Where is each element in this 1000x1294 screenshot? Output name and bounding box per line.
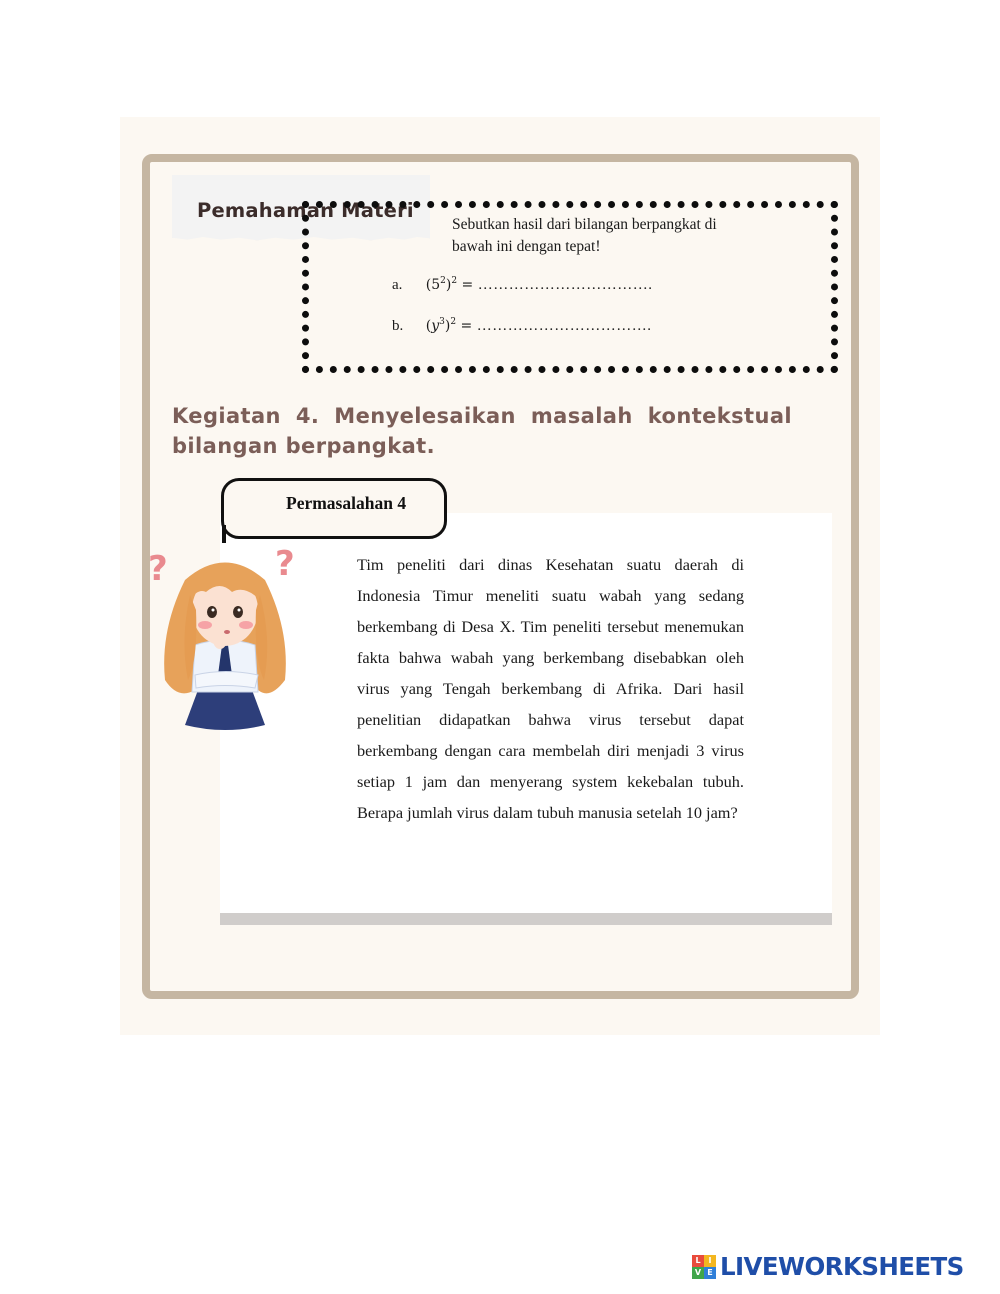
answer-blank[interactable]: ……………………………. (477, 277, 653, 293)
logo-mark-icon: L I V E (692, 1255, 716, 1279)
power-expression: $(5^2)^2$ = (425, 276, 478, 293)
liveworksheets-logo (692, 1252, 964, 1281)
question-mark-icon: ? (148, 549, 168, 589)
problem-text: Tim peneliti dari dinas Kesehatan suatu daerah di Indonesia Timur meneliti suatu wabah yang sedang berkembang di Desa X. Tim peneliti tersebut menemukan fakta bahwa wabah yang berkembang disebabkan oleh virus yang Tengah berkembang di Afrika. Dari hasil penelitian didapatkan bahwa virus tersebut dapat berkembang dengan cara membelah diri menjadi 3 virus setiap 1 jam dan menyerang system kekebalan tubuh. Berapa jumlah virus dalam tubuh manusia setelah 10 jam? (357, 555, 744, 822)
exercise-instruction: Sebutkan hasil dari bilangan berpangkat di bawah ini dengan tepat! (452, 216, 717, 255)
item-letter: a. (392, 277, 403, 293)
exercise-item-a (392, 276, 652, 294)
item-letter: b. (392, 318, 404, 334)
exercise-item-b (392, 317, 651, 335)
logo-text: LIVEWORKSHEETS (720, 1252, 964, 1281)
answer-blank[interactable]: ……………………………. (476, 318, 652, 334)
activity-heading: Kegiatan 4. Menyelesaikan masalah kontekstual bilangan berpangkat. (172, 404, 792, 458)
section-tag-label: Pemahaman Materi (197, 199, 414, 222)
power-expression: $(y^3)^2$ = (425, 317, 477, 334)
thinking-girl-illustration (140, 540, 310, 735)
question-mark-icon: ? (275, 544, 295, 584)
problem-label: Permasalahan 4 (286, 493, 407, 513)
